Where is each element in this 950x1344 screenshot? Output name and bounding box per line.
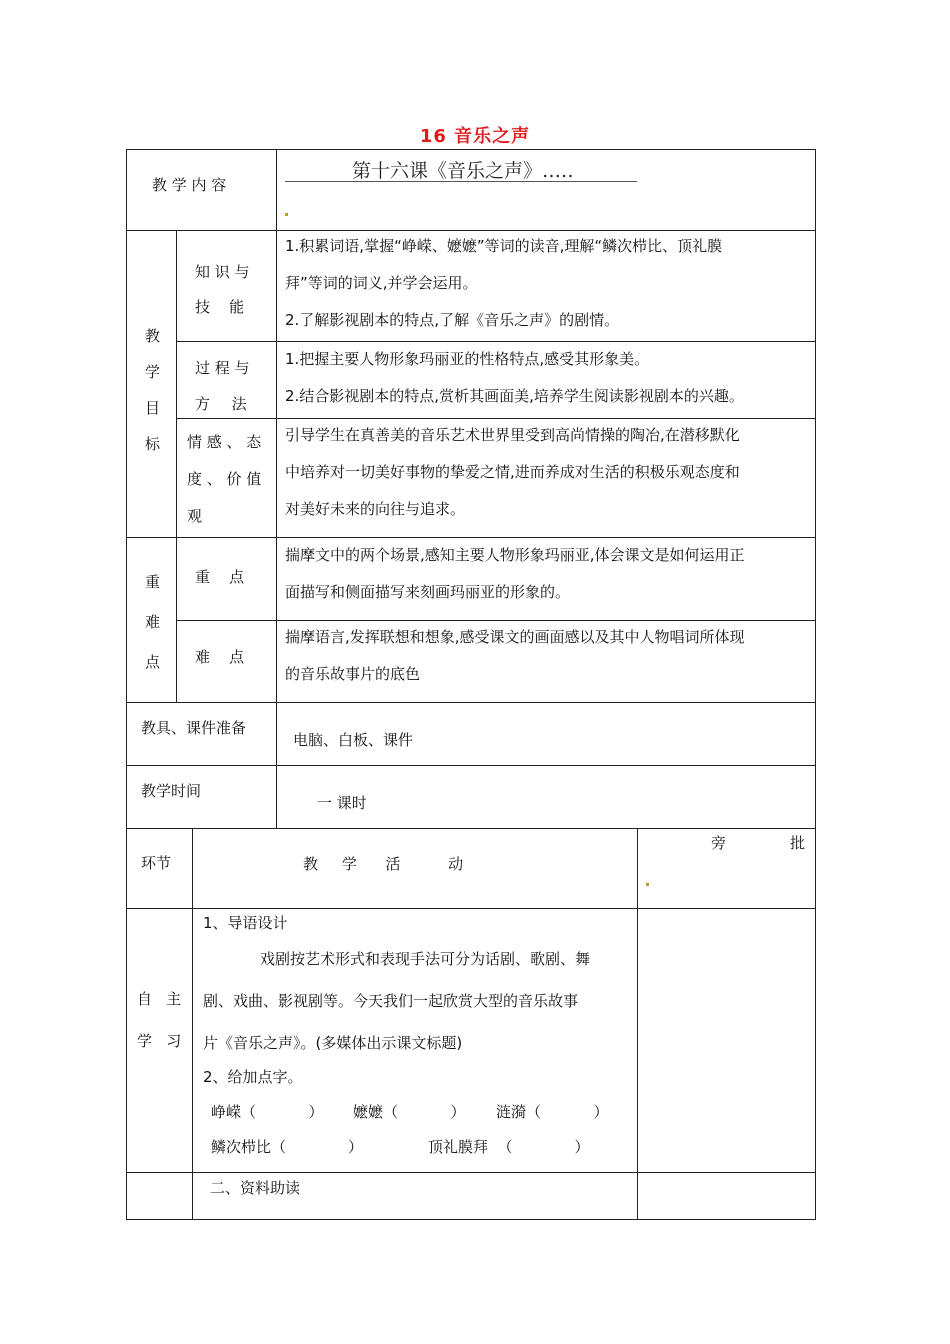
key-point-label: 重 点 bbox=[195, 568, 245, 586]
reading-heading: 二、资料助读 bbox=[210, 1179, 301, 1197]
knowledge-label: 知 识 与 技 能 bbox=[195, 263, 250, 316]
stray-mark bbox=[646, 883, 649, 886]
difficulty-label: 重 难 点 bbox=[145, 573, 161, 671]
process-text: 1.把握主要人物形象玛丽亚的性格特点,感受其形象美。 2.结合影视剧本的特点,赏析其画面美,培养学生阅读影视剧本的兴趣。 bbox=[285, 350, 744, 405]
word-item: 涟漪（ ） bbox=[496, 1103, 609, 1121]
lesson-title: 第十六课《音乐之声》‥… bbox=[352, 160, 574, 182]
pinyin-task: 2、给加点字。 bbox=[203, 1068, 303, 1086]
note-header-1: 旁 bbox=[711, 834, 727, 852]
goals-label: 教 学 目 标 bbox=[145, 327, 161, 453]
row-divider bbox=[126, 908, 816, 909]
stage-header: 环节 bbox=[141, 854, 172, 872]
hard-point-label: 难 点 bbox=[195, 648, 245, 666]
document-title: 16 音乐之声 bbox=[419, 126, 531, 147]
time-value: 一 课时 bbox=[317, 794, 367, 812]
hard-point-text: 揣摩语言,发挥联想和想象,感受课文的画面感以及其中人物唱词所体现 的音乐故事片的底色 bbox=[285, 628, 745, 683]
word-item: 鳞次栉比（ ） bbox=[211, 1138, 363, 1156]
stray-mark bbox=[285, 213, 288, 216]
tools-label: 教具、课件准备 bbox=[141, 719, 247, 737]
word-item: 顶礼膜拜 （ ） bbox=[428, 1138, 590, 1156]
self-study-label: 自 主 学 习 bbox=[137, 990, 182, 1050]
emotion-text: 引导学生在真善美的音乐艺术世界里受到高尚情操的陶冶,在潜移默化 中培养对一切美好事物的挚爱之情,进而养成对生活的积极乐观态度和 对美好未来的向往与追求。 bbox=[285, 426, 740, 518]
column-divider bbox=[637, 828, 638, 1220]
activity-header: 教 学 活 动 bbox=[303, 855, 464, 873]
emotion-label: 情 感 、 态 度 、 价 值 观 bbox=[187, 433, 262, 525]
word-item: 峥嵘（ ） bbox=[211, 1103, 324, 1121]
key-point-text: 揣摩文中的两个场景,感知主要人物形象玛丽亚,体会课文是如何运用正 面描写和侧面描写来刻画玛丽亚的形象的。 bbox=[285, 546, 745, 601]
column-divider bbox=[276, 149, 277, 828]
tools-value: 电脑、白板、课件 bbox=[293, 731, 414, 749]
column-divider bbox=[176, 230, 177, 702]
row-divider bbox=[126, 765, 816, 766]
lesson-title-underline bbox=[285, 181, 637, 182]
process-label: 过 程 与 方 法 bbox=[195, 359, 250, 413]
word-item: 嬷嬷（ ） bbox=[353, 1103, 466, 1121]
row-divider bbox=[126, 702, 816, 703]
intro-heading: 1、导语设计 bbox=[203, 914, 288, 932]
column-divider bbox=[192, 828, 193, 1220]
row-divider bbox=[126, 1172, 816, 1173]
note-header-2: 批 bbox=[790, 834, 806, 852]
row-divider bbox=[126, 828, 816, 829]
content-label: 教 学 内 容 bbox=[152, 176, 227, 194]
intro-text: 戏剧按艺术形式和表现手法可分为话剧、歌剧、舞 剧、戏曲、影视剧等。今天我们一起欣赏大型的音乐故事 片《音乐之声》。(多媒体出示课文标题) bbox=[203, 950, 591, 1052]
time-label: 教学时间 bbox=[141, 782, 202, 800]
knowledge-text: 1.积累词语,掌握“峥嵘、嬷嬷”等词的读音,理解“鳞次栉比、顶礼膜 拜”等词的词义,并学会运用。 2.了解影视剧本的特点,了解《音乐之声》的剧情。 bbox=[285, 237, 723, 329]
